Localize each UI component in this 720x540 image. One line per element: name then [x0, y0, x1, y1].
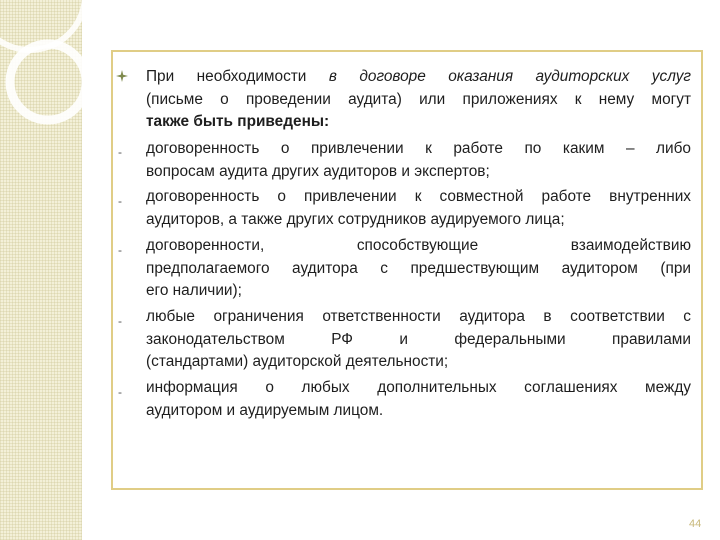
- list-item-line: аудитором и аудируемым лицом.: [146, 401, 384, 419]
- list-item-line: информация о любых дополнительных соглашениях между: [146, 379, 691, 396]
- intro-paragraph: [146, 66, 691, 134]
- intro-line-1: [146, 66, 691, 89]
- dash-marker: -: [118, 194, 122, 208]
- list-item-line: законодательством РФ и федеральными правилами: [146, 330, 691, 348]
- intro-text: При необходимости: [146, 68, 329, 85]
- intro-line-2: (письме о проведении аудита) или приложениях к нему могут: [146, 90, 691, 108]
- intro-italic-text: в договоре оказания аудиторских услуг: [328, 68, 691, 85]
- list-item: [146, 306, 691, 374]
- list-item-line: аудиторов, а также других сотрудников аудируемого лица;: [146, 210, 565, 228]
- list-item-line: вопросам аудита других аудиторов и экспертов;: [146, 162, 490, 180]
- list-item: [146, 138, 691, 183]
- list-item: [146, 186, 691, 231]
- list-item-line: договоренности, способствующие взаимодействию: [146, 237, 691, 254]
- list-item: [146, 235, 691, 303]
- decorative-circles: [0, 0, 120, 130]
- dash-marker: -: [118, 314, 122, 328]
- list-item-line: его наличии);: [146, 282, 242, 299]
- dash-marker: -: [118, 243, 122, 257]
- dash-marker: -: [118, 145, 122, 159]
- dash-marker: -: [118, 385, 122, 399]
- list-item-line: предполагаемого аудитора с предшествующим аудитором (при: [146, 259, 691, 277]
- page-number: 44: [689, 518, 702, 530]
- diamond-bullet-icon: [116, 70, 128, 82]
- list-item: [146, 377, 691, 422]
- list-item-line: договоренность о привлечении к совместной работе внутренних: [146, 188, 691, 205]
- list-item-line: любые ограничения ответственности аудитора в соответствии с: [146, 308, 691, 325]
- intro-line-3: также быть приведены:: [146, 113, 330, 130]
- list-item-line: (стандартами) аудиторской деятельности;: [146, 353, 449, 370]
- list-item-line: договоренность о привлечении к работе по каким – либо: [146, 140, 691, 157]
